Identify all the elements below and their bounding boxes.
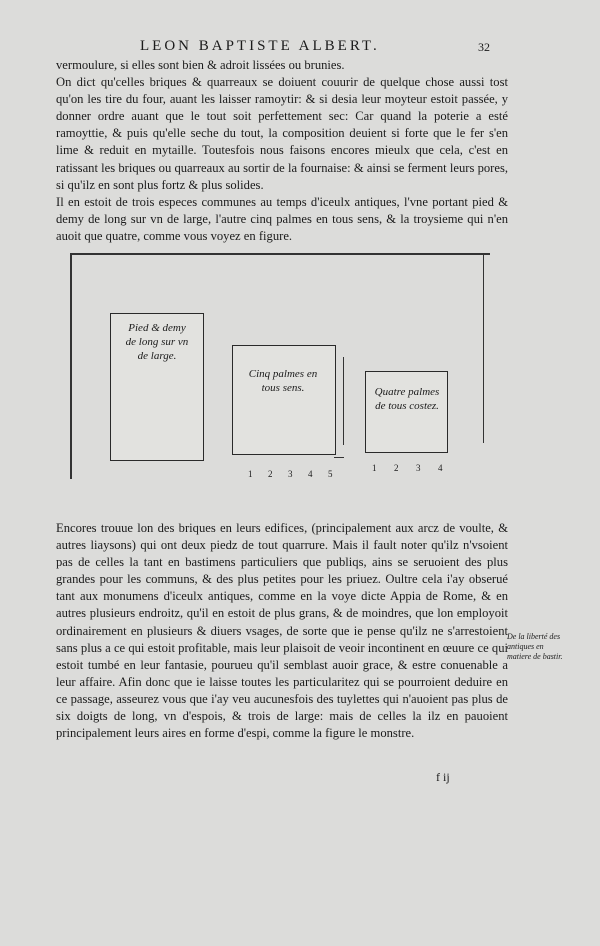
running-head: LEON BAPTISTE ALBERT. [140, 38, 380, 54]
figure-frame [70, 253, 490, 255]
margin-note: De la liberté des antiques en matiere de bastir. [507, 632, 563, 661]
text-block-top [56, 57, 508, 245]
scale-line [334, 457, 344, 458]
paragraph: On dict qu'celles briques & quarreaux se doiuent couurir de quelque chose aussi tost qu'on les tire du four, auant les laisser ramoytir: & si desia leur moyteur estoit passée, y donner ordre auant que le tout soit perfettement sec: Car quand la poterie a esté ramoyttie, & puis qu'elle seche du tout, la composition deuient si forte que le fer s'en lime & reduit en mytaille. Toutesfois nous faisons encores mieulx que cela, c'est en ratissant les briques ou quarreaux au sortir de la fournaise: & ainsi se ferment leurs pores, si qu'ilz en sont plus fortz & plus solides. [56, 75, 508, 192]
scale-mark: 1 [372, 463, 377, 473]
scale-mark: 4 [308, 469, 313, 479]
text-block-bottom [56, 520, 508, 742]
brick-medium-label: Cinq palmes en tous sens. [248, 368, 318, 394]
scale-mark: 5 [328, 469, 333, 479]
scale-mark: 3 [416, 463, 421, 473]
scale-mark: 2 [394, 463, 399, 473]
signature-mark: f ij [436, 770, 450, 784]
figure-frame [70, 253, 72, 479]
scale-line [343, 357, 344, 445]
scale-mark: 2 [268, 469, 273, 479]
paragraph: vermoulure, si elles sont bien & adroit lissées ou brunies. [56, 58, 345, 72]
brick-medium [232, 345, 336, 455]
paragraph: Encores trouue lon des briques en leurs edifices, (principalement aux arcz de voulte, & autres liaysons) qui ont deux piedz de tout quarrure. Mais il fault noter qu'ilz n'vsoient pas de celles la tant en bastimens particuliers que publiqs, ains se seruoient des plus grandes pour les communs, & des plus petites pour les priuez. Oultre cela i'ay obserué tant aux monumens d'iceulx antiques, comme en la voye dicte Appia de Rome, & en autres plusieurs endroitz, qu'il en estoit de plus grans, & de moindres, que lon employoit ordinairement en plusieurs & diuers vsages, de sorte que ie pense qu'ilz ne s'arrestoient sans plus a ce qui estoit profitable, mais leur plaisoit de veoir incontinent en œuure ce qui estoit tumbé en leur fantasie, pourueu qu'il semblast auoir grace, & estre conuenable a leur affaire. Afin donc que ie laisse toutes les particularitez qui se pourroient deduire en ce passage, asseurez vous que i'ay veu aucunesfois des tuylettes qui n'auoient pas plus de six doigts de long, vn d'espois, & trois de large: mais de celles la ilz en pauoient principalement leurs aires en forme d'espi, comme la figure le monstre. [56, 521, 508, 741]
figure-frame [483, 253, 485, 443]
scale-mark: 1 [248, 469, 253, 479]
brick-figure [70, 253, 490, 479]
paragraph: Il en estoit de trois especes communes au temps d'iceulx antiques, l'vne portant pied & demy de long sur vn de large, l'autre cinq palmes en tous sens, & la troysieme qui n'en auoit que quatre, comme vous voyez en figure. [56, 194, 508, 243]
scale-mark: 3 [288, 469, 293, 479]
page-number: 32 [478, 40, 490, 54]
scale-mark: 4 [438, 463, 443, 473]
brick-large-label: Pied & demy de long sur vn de large. [125, 322, 189, 362]
brick-small-label: Quatre palmes de tous costez. [374, 386, 440, 412]
